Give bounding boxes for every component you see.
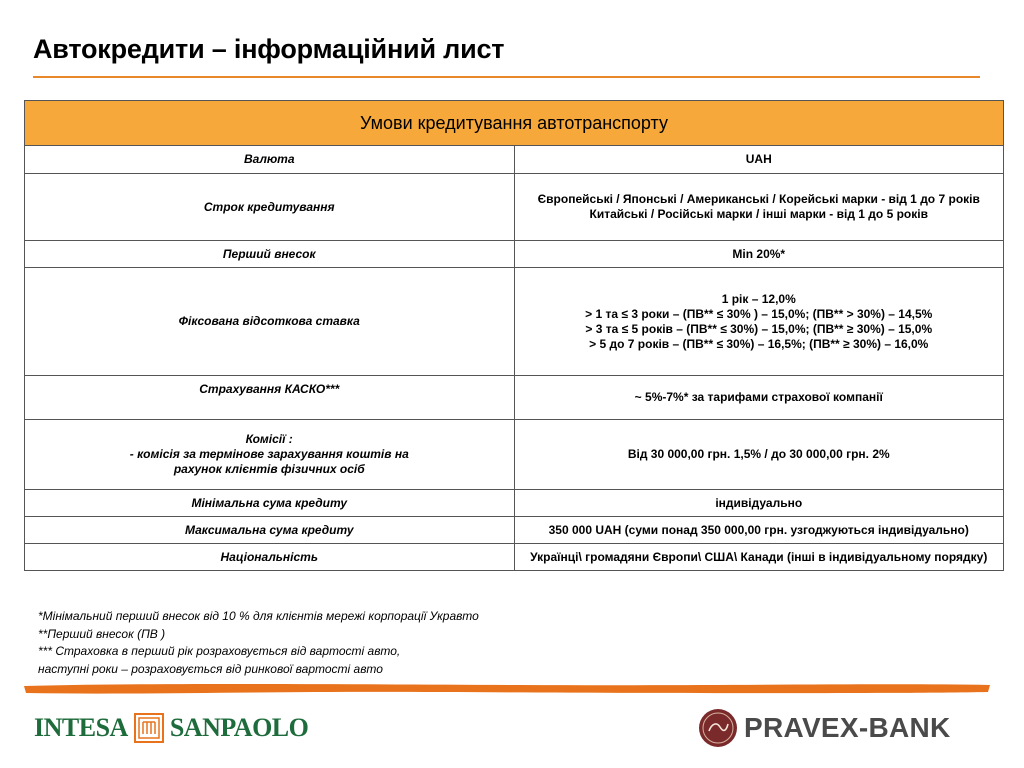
row-label [25, 376, 515, 420]
value-line: Європейські / Японські / Американські / Корейські марки - від 1 до 7 років [537, 192, 980, 206]
row-value [514, 241, 1004, 268]
intesa-emblem-icon [134, 713, 164, 743]
value-line: Від 30 000,00 грн. 1,5% / до 30 000,00 грн. 2% [627, 447, 890, 461]
credit-terms-table [24, 100, 1004, 571]
row-value [514, 490, 1004, 517]
value-line: 1 рік – 12,0% [721, 291, 796, 306]
value-line: > 5 до 7 років – (ПВ** ≤ 30%) – 16,5%; (ПВ** ≥ 30%) – 16,0% [589, 336, 929, 351]
row-label [25, 490, 515, 517]
table-row-min-amount [25, 490, 1004, 517]
row-label [25, 241, 515, 268]
table-row-nationality [25, 544, 1004, 571]
sanpaolo-wordmark: SANPAOLO [169, 713, 309, 742]
value-line: > 3 та ≤ 5 років – (ПВ** ≤ 30%) – 15,0%; (ПВ** ≥ 30%) – 15,0% [585, 321, 933, 336]
row-label [25, 174, 515, 241]
row-value [514, 517, 1004, 544]
row-value [514, 268, 1004, 376]
row-label [25, 268, 515, 376]
value-line: UAH [745, 152, 772, 166]
title-divider [33, 76, 980, 78]
label-line: Перший внесок [222, 246, 316, 261]
row-value [514, 544, 1004, 571]
table-row-interest-rate [25, 268, 1004, 376]
table-row-max-amount [25, 517, 1004, 544]
value-line: > 1 та ≤ 3 роки – (ПВ** ≤ 30% ) – 15,0%; (ПВ** > 30%) – 14,5% [585, 306, 933, 321]
row-value [514, 146, 1004, 174]
footnote-line: **Перший внесок (ПВ ) [38, 626, 166, 641]
table-header: Умови кредитування автотранспорту [25, 101, 1004, 146]
table-row-term [25, 174, 1004, 241]
label-line: - комісія за термінове зарахування коштів на [129, 447, 409, 461]
pravex-bank-logo [698, 708, 951, 748]
footnote-line: наступні роки – розраховується від ринкової вартості авто [38, 661, 383, 676]
footnote-line: *Мінімальний перший внесок від 10 % для клієнтів мережі корпорації Укравто [38, 609, 479, 623]
value-line: індивідуально [715, 495, 803, 510]
label-line: Фіксована відсоткова ставка [178, 314, 360, 328]
table-header-row [25, 101, 1004, 146]
row-label [25, 517, 515, 544]
value-line: ~ 5%-7%* за тарифами страхової компанії [634, 390, 883, 404]
row-label [25, 544, 515, 571]
label-line: Максимальна сума кредиту [184, 522, 354, 537]
row-value [514, 376, 1004, 420]
table-row-insurance [25, 376, 1004, 420]
row-value [514, 174, 1004, 241]
table-row-currency [25, 146, 1004, 174]
row-label [25, 146, 515, 174]
intesa-wordmark: INTESA [34, 713, 128, 742]
table-row-fees [25, 420, 1004, 490]
orange-brush-stroke [20, 680, 994, 697]
label-line: Строк кредитування [203, 199, 335, 214]
label-line: Мінімальна сума кредиту [191, 495, 348, 510]
table-row-down-payment [25, 241, 1004, 268]
label-line: Валюта [243, 152, 295, 166]
page-title: Автокредити – інформаційний лист [33, 34, 505, 64]
footnote-line: *** Страховка в перший рік розраховується від вартості авто, [38, 644, 401, 658]
pravex-seal-icon [698, 708, 738, 748]
value-line: Українці\ громадяни Європи\ США\ Канади (інші в індивідуальному порядку) [530, 549, 988, 564]
row-label [25, 420, 515, 490]
label-line: рахунок клієнтів фізичних осіб [173, 462, 365, 476]
row-value [514, 420, 1004, 490]
label-line: Комісії : [245, 432, 293, 446]
value-line: 350 000 UAH (суми понад 350 000,00 грн. узгоджуються індивідуально) [548, 522, 969, 537]
intesa-sanpaolo-logo [34, 713, 308, 743]
label-line: Страхування КАСКО*** [199, 382, 340, 396]
label-line: Національність [220, 549, 318, 564]
footnotes [38, 608, 479, 678]
pravex-wordmark: PRAVEX-BANK [744, 712, 951, 743]
value-line: Min 20%* [732, 246, 786, 261]
value-line: Китайські / Російські марки / інші марки - від 1 до 5 років [589, 207, 928, 221]
